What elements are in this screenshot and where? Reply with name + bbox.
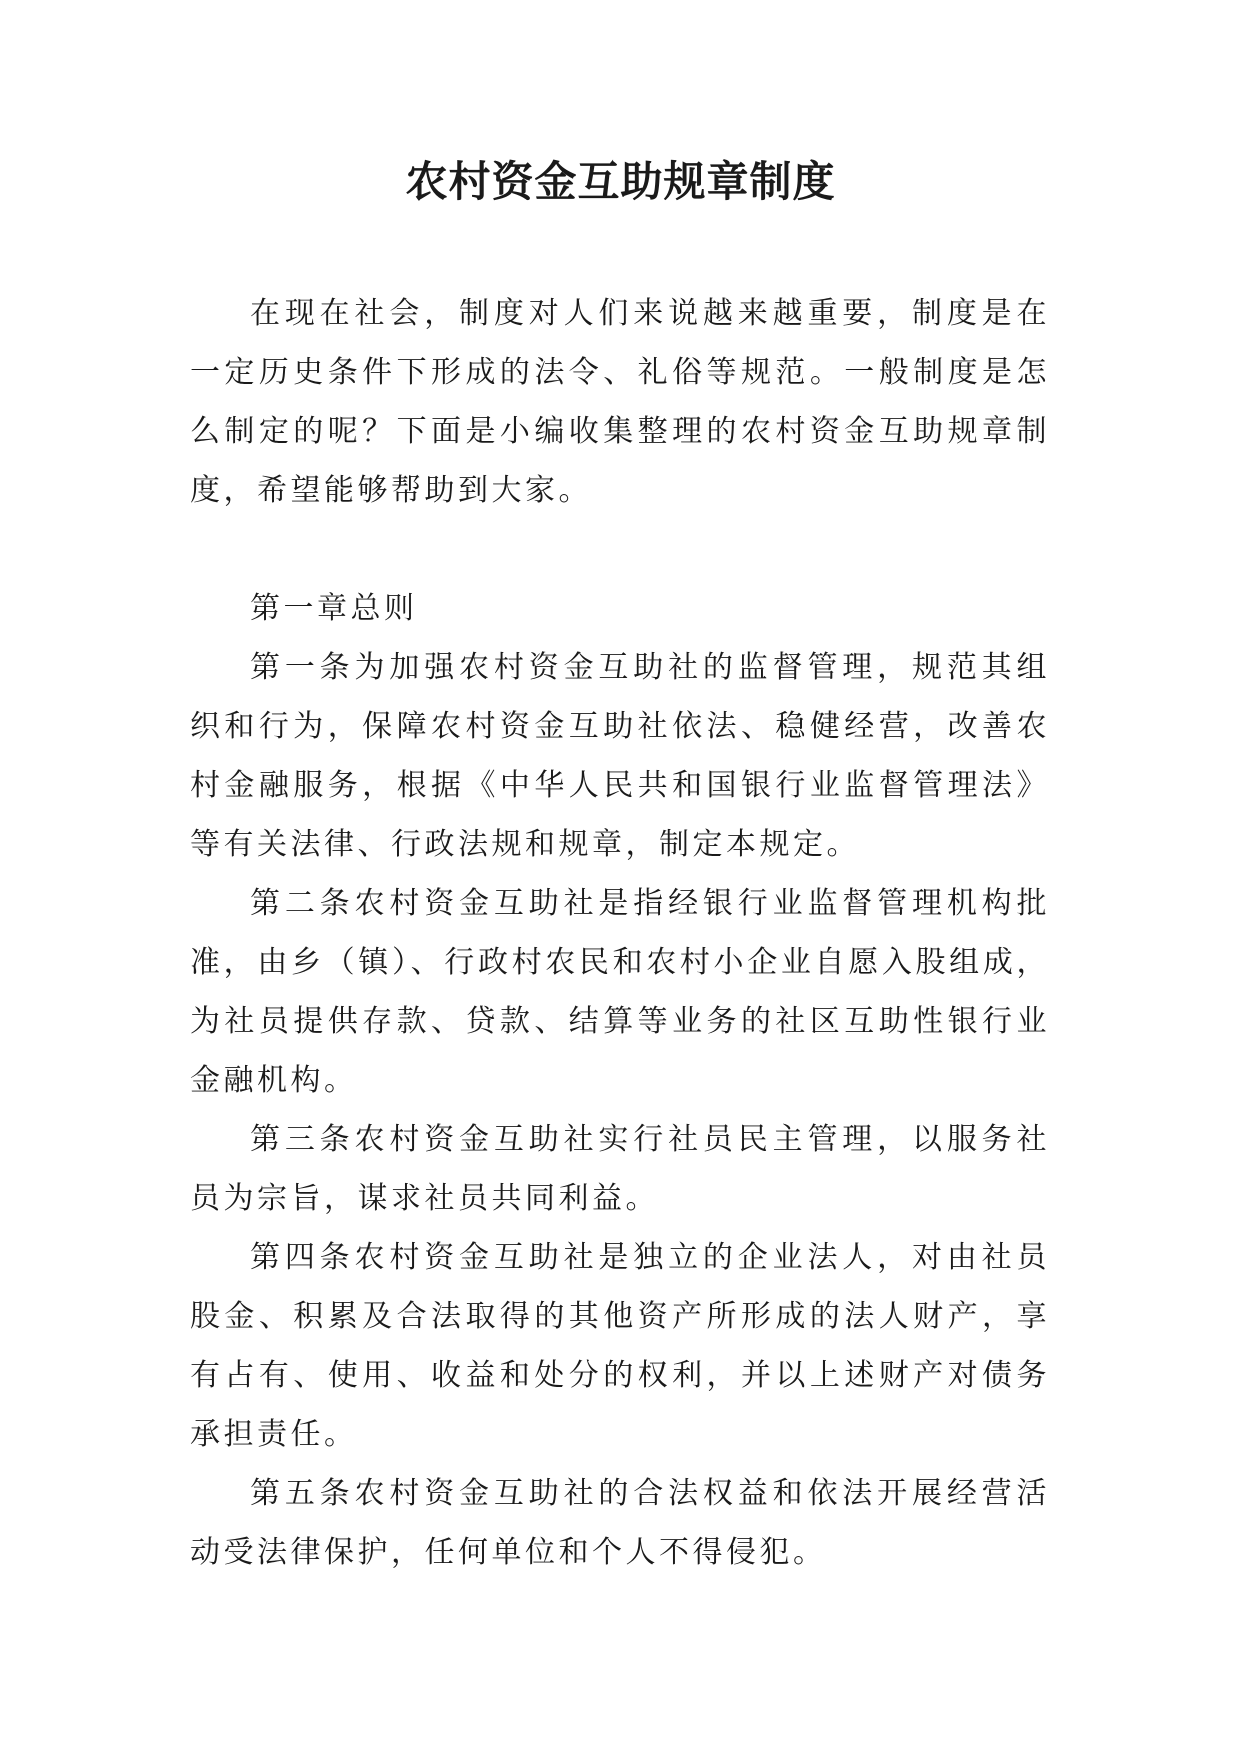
article-3: 第三条农村资金互助社实行社员民主管理，以服务社员为宗旨，谋求社员共同利益。 <box>190 1122 1050 1216</box>
article-4: 第四条农村资金互助社是独立的企业法人，对由社员股金、积累及合法取得的其他资产所形成的法人财产，享有占有、使用、收益和处分的权利，并以上述财产对债务承担责任。 <box>190 1240 1050 1452</box>
chapter-heading: 第一章总则 <box>250 591 418 626</box>
article-2: 第二条农村资金互助社是指经银行业监督管理机构批准，由乡（镇）、行政村农民和农村小企业自愿入股组成，为社员提供存款、贷款、结算等业务的社区互助性银行业金融机构。 <box>190 886 1050 1098</box>
intro-paragraph: 在现在社会，制度对人们来说越来越重要，制度是在一定历史条件下形成的法令、礼俗等规范。一般制度是怎么制定的呢？下面是小编收集整理的农村资金互助规章制度，希望能够帮助到大家。 <box>190 296 1050 508</box>
paragraph-spacer <box>190 520 1050 579</box>
article-5: 第五条农村资金互助社的合法权益和依法开展经营活动受法律保护，任何单位和个人不得侵犯。 <box>190 1476 1050 1570</box>
document-body <box>190 284 1050 1582</box>
article-1: 第一条为加强农村资金互助社的监督管理，规范其组织和行为，保障农村资金互助社依法、稳健经营，改善农村金融服务，根据《中华人民共和国银行业监督管理法》等有关法律、行政法规和规章，制定本规定。 <box>190 650 1050 862</box>
document-title: 农村资金互助规章制度 <box>405 157 836 206</box>
